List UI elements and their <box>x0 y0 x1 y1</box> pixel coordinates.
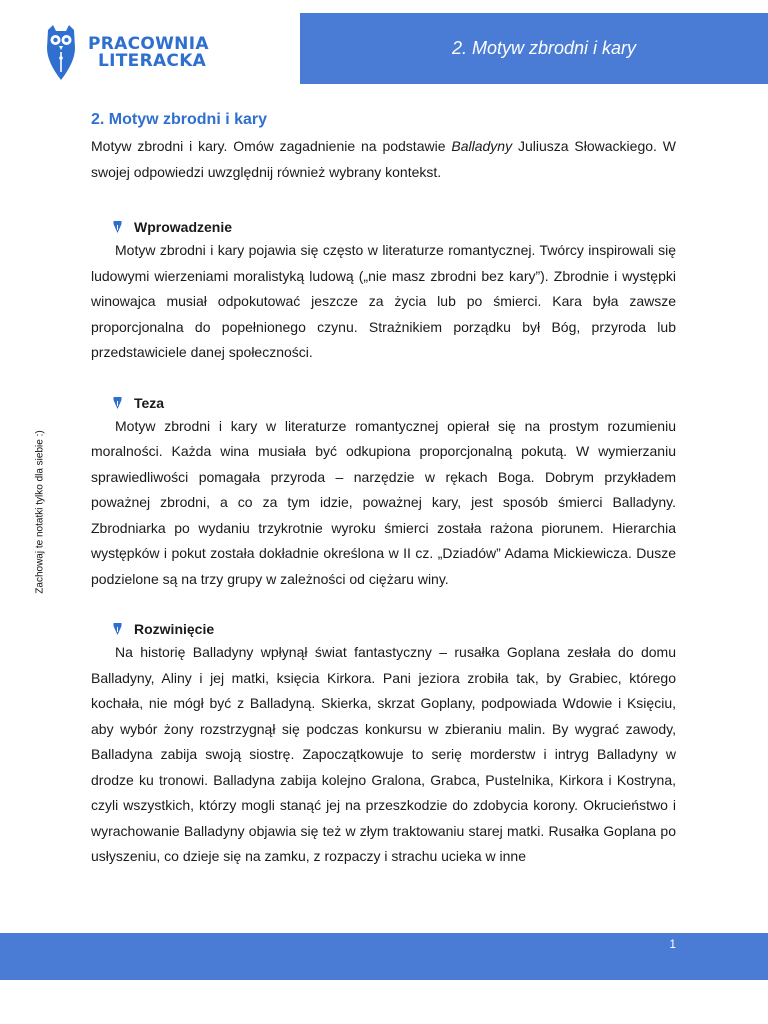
footer-band <box>0 933 768 980</box>
intro-text-end: Juliusza Słowackiego. W swojej odpowiedzi uwzględnij również wybrany kontekst. <box>91 138 676 180</box>
spacer <box>91 366 676 392</box>
section-title: 2. Motyw zbrodni i kary <box>91 111 268 128</box>
document-content <box>91 108 676 870</box>
intro-italic-title: Balladyny <box>451 138 513 154</box>
side-note: Zachowaj te notatki tylko dla siebie :) <box>34 430 46 594</box>
pen-nib-icon <box>113 397 122 409</box>
paragraph-teza: Motyw zbrodni i kary w literaturze romantycznej opierał się na prostym rozumieniu moralności. Każda wina musiała być odkupiona proporcjonalną pokutą. W wymierzaniu sprawiedliwości pomagała przyroda – narzędzie w rękach Boga. Dobrym przykładem poważnej zbrodni, a co za tym idzie, poważnej kary, jest sposób śmierci Balladyny. Zbrodniarka po wydaniu trzykrotnie wyroku śmierci została rażona piorunem. Hierarchia występków i pokut została dokładnie określona w II cz. „Dziadów” Adama Mickiewicza. Dusze podzielone są na trzy grupy w zależności od ciężaru winy. <box>91 417 676 587</box>
paragraph-wprowadzenie: Motyw zbrodni i kary pojawia się często w literaturze romantycznej. Twórcy inspirowali się ludowymi wierzeniami moralistyką ludową („nie masz zbrodni bez kary”). Zbrodnie i występki winowajca musiał odpokutować jeszcze za życia lub po śmierci. Kara była zawsze proporcjonalna do popełnionego czynu. Strażnikiem porządku był Bóg, przyroda lub przedstawiciele danej społeczności. <box>91 242 676 360</box>
heading-rozwiniecie <box>113 618 676 640</box>
brand-name-line2: LITERACKA <box>98 51 207 71</box>
brand-logo[interactable] <box>44 24 209 82</box>
heading-teza <box>113 392 676 414</box>
heading-label: Wprowadzenie <box>134 219 233 235</box>
spacer <box>91 592 676 618</box>
pen-nib-icon <box>113 623 122 635</box>
brand-name-line1: PRACOWNIA <box>88 34 209 54</box>
heading-wprowadzenie <box>113 216 676 238</box>
paragraph-rozwiniecie: Na historię Balladyny wpłynął świat fantastyczny – rusałka Goplana zesłała do domu Balladyny, Aliny i jej matki, księcia Kirkora. Pani jeziora zrobiła tak, by Grabiec, którego kochała, nie mógł być z Balladyną. Skierka, skrzat Goplany, podpowiada Wdowie i Księciu, aby wybór żony rozstrzygnął się podczas konkursu w zbieraniu malin. By wygrać zawody, Balladyna zabija swoją siostrę. Zapoczątkowuje to serię morderstw i intryg Balladyny w drodze ku tronowi. Balladyna zabija kolejno Gralona, Grabca, Pustelnika, Kirkora i Kostryna, czyli wszystkich, którzy mogli stanąć jej na przeszkodzie do zdobycia korony. Okrucieństwo i wyrachowanie Balladyny objawia się też w złym traktowaniu starej matki. Rusałka Goplana po usłyszeniu, co dzieje się na zamku, z rozpaczy i strachu ucieka w inne <box>91 644 676 864</box>
heading-label: Teza <box>134 394 165 411</box>
pen-nib-icon <box>113 221 122 233</box>
owl-pen-logo-icon <box>44 24 78 82</box>
spacer <box>91 185 676 216</box>
header-title: 2. Motyw zbrodni i kary <box>451 38 636 58</box>
page-number: 1 <box>669 937 676 951</box>
intro-text: Motyw zbrodni i kary. Omów zagadnienie na podstawie <box>91 138 452 154</box>
heading-label: Rozwinięcie <box>134 621 215 637</box>
brand-name <box>88 36 209 70</box>
intro-paragraph <box>91 134 676 185</box>
header-band <box>300 13 768 84</box>
